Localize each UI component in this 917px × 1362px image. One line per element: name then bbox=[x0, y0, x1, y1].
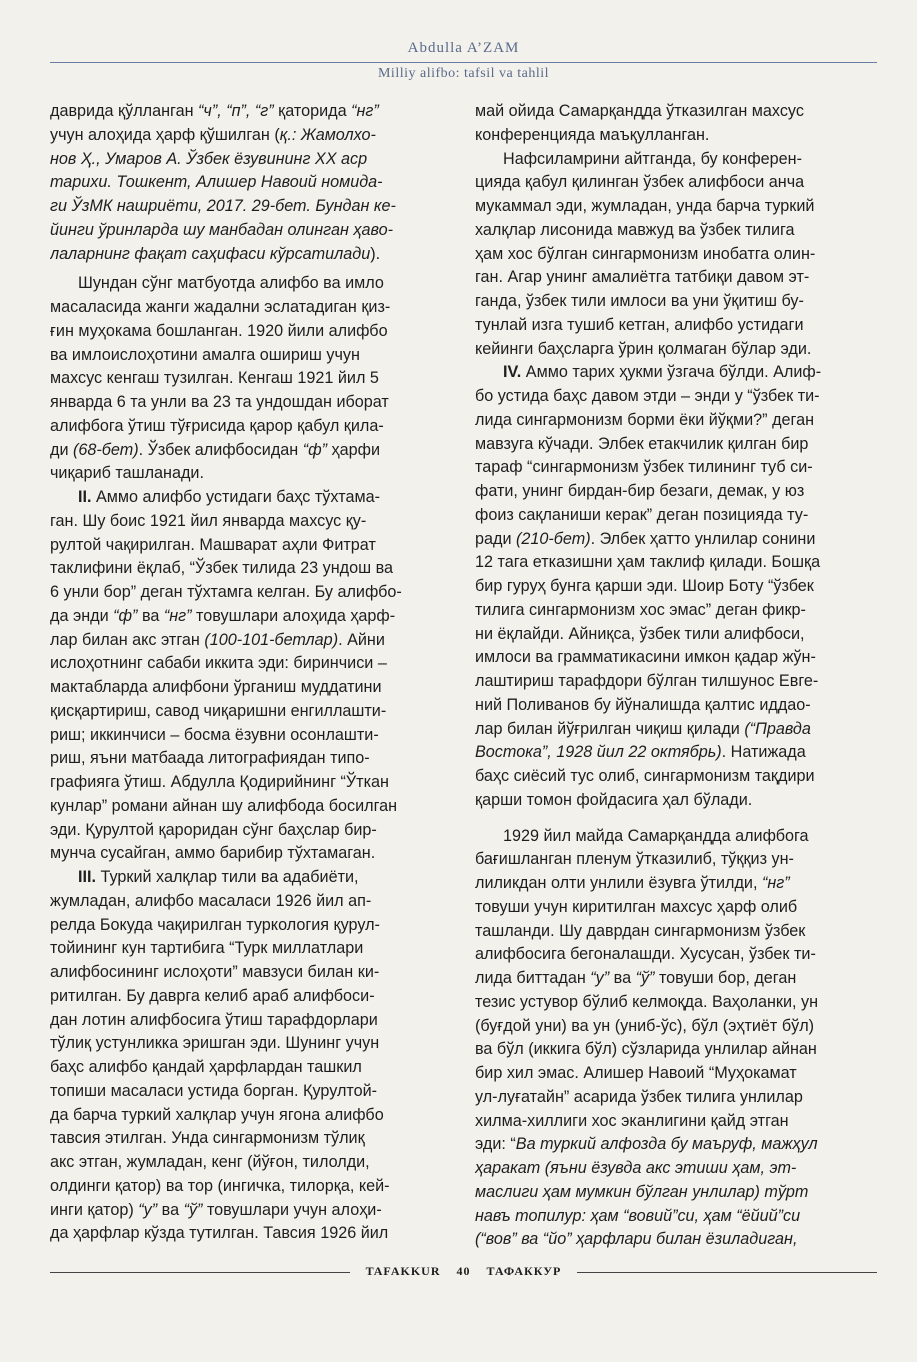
text-line: имлоси ва грамматикасини имкон қадар жўн- bbox=[475, 648, 816, 667]
text-line: бир гуруҳ бунга қарши эди. Шоир Боту “ўзбек bbox=[475, 577, 814, 595]
text-line: олдинги қатор) ва тор (ингичка, тилорқа, кей- bbox=[50, 1176, 390, 1195]
text-line: фати, унинг бирдан-бир безаги, демак, у юз bbox=[475, 482, 805, 500]
text-line: лар билан йўғрилган чиқиш қилади (“Правда bbox=[475, 719, 811, 738]
left-column bbox=[50, 100, 460, 1246]
text-line: лаларнинг фақат саҳифаси кўрсатилади). bbox=[50, 244, 381, 263]
text-line: бағишланган пленум ўтказилиб, тўққиз ун- bbox=[475, 850, 794, 869]
text-line: қарши томон фойдасига ҳал бўлади. bbox=[475, 790, 753, 809]
text-line: IV. Аммо тарих ҳукми ўзгача бўлди. Алиф- bbox=[503, 363, 822, 382]
text-line: (“вов” ва “йо” ҳарфлари билан ёзиладиган, bbox=[475, 1230, 798, 1249]
text-line: Востока”, 1928 йил 22 октябрь). Натижада bbox=[475, 743, 806, 762]
text-line: 1929 йил майда Самарқандда алифбога bbox=[503, 826, 809, 845]
text-line: жумладан, алифбо масаласи 1926 йил ап- bbox=[50, 891, 372, 910]
text-line: ги ЎзМК нашриёти, 2017. 29-бет. Бундан ке- bbox=[50, 197, 396, 215]
text-line: Нафсиламрини айтганда, бу конферен- bbox=[503, 149, 803, 168]
text-line: ва имлоислоҳотини амалга ошириш учун bbox=[50, 345, 360, 364]
text-line: товуши учун киритилган махсус ҳарф олиб bbox=[475, 897, 798, 916]
text-line: графияга ўтиш. Абдулла Қодирийнинг “Ўткан bbox=[50, 773, 389, 791]
text-line: да барча туркий халқлар учун ягона алифбо bbox=[50, 1105, 384, 1124]
right-column bbox=[475, 100, 885, 1252]
text-line: баҳс алифбо қандай ҳарфлардан ташкил bbox=[50, 1058, 362, 1076]
text-line: релда Бокуда чақирилган туркология қурул- bbox=[50, 915, 380, 934]
text-line: Шундан сўнг матбуотда алифбо ва имло bbox=[78, 274, 384, 293]
text-line: бо устида баҳс давом этди – энди у “ўзбек ти- bbox=[475, 387, 820, 405]
text-line: маслиги ҳам мумкин бўлган унлилар) тўрт bbox=[475, 1182, 809, 1201]
text-line: ташланди. Шу даврдан сингармонизм ўзбек bbox=[475, 921, 806, 940]
text-line: 12 тага етказишни ҳам таклиф қилади. Бошқа bbox=[475, 553, 821, 572]
text-line: май ойида Самарқандда ўтказилган махсус bbox=[475, 102, 804, 120]
text-line: йинги ўринларда шу манбадан олинган ҳаво- bbox=[50, 220, 393, 239]
text-line: ва бўл (иккига бўл) сўзларида унлилар айнан bbox=[475, 1040, 817, 1059]
text-line: кунлар” романи айнан шу алифбода босилган bbox=[50, 796, 398, 815]
text-line: 6 унли бор” деган тўхтамга келган. Бу алифбо- bbox=[50, 583, 402, 601]
text-line: хилма-хиллиги хос эканлигини қайд этган bbox=[475, 1111, 789, 1130]
text-line: баҳс сиёсий тус олиб, сингармонизм тақдири bbox=[475, 767, 815, 785]
text-line: учун алоҳида ҳарф қўшилган (қ.: Жамолхо- bbox=[50, 125, 376, 144]
running-head bbox=[50, 38, 877, 83]
text-line: мавзуга кўчади. Элбек етакчилик қилган бир bbox=[475, 434, 809, 453]
text-line: ганда, ўзбек тили имлоси ва уни ўқитиш бу- bbox=[475, 292, 804, 310]
header-author: Abdulla A’ZAM bbox=[407, 40, 520, 56]
text-line: конференцияда маъқулланган. bbox=[475, 125, 710, 144]
footer-center bbox=[50, 1264, 877, 1279]
text-line: тилига сингармонизм хос эмас” деган фикр- bbox=[475, 600, 806, 619]
text-line: январда 6 та унли ва 23 та ундошдан иборат bbox=[50, 393, 389, 411]
text-line: таклифини ёқлаб, “Ўзбек тилида 23 ундош ва bbox=[50, 559, 393, 578]
text-line: ул-луғатайн” асарида ўзбек тилига унлилар bbox=[475, 1087, 803, 1106]
text-line: цияда қабул қилинган ўзбек алифбоси анча bbox=[475, 173, 805, 192]
text-line: топиши масаласи устида борган. Қурултой- bbox=[50, 1081, 378, 1100]
text-line: даврида қўлланган “ч”, “п”, “г” қаторида “нг” bbox=[50, 102, 379, 120]
text-line: ди (68-бет). Ўзбек алифбосидан “ф” ҳарфи bbox=[50, 440, 380, 459]
text-line: мукаммал эди, жумладан, унда барча туркий bbox=[475, 197, 815, 215]
text-line: бир хил эмас. Алишер Навоий “Муҳокамат bbox=[475, 1064, 797, 1082]
text-line: лиликдан олти унлили ёзувга ўтилди, “нг” bbox=[475, 874, 790, 892]
text-line: II. Аммо алифбо устидаги баҳс тўхтама- bbox=[78, 488, 381, 506]
page-number: 40 bbox=[456, 1264, 471, 1278]
text-line: навъ топилур: ҳам “вовий”си, ҳам “ёйий”си bbox=[475, 1206, 801, 1225]
text-line: риш, яъни матбаада литографиядан типо- bbox=[50, 749, 370, 768]
text-line: ний Поливанов бу йўналишда қалтис иддао- bbox=[475, 695, 811, 714]
text-line: инги қатор) “у” ва “ў” товушлари учун алоҳи- bbox=[50, 1200, 382, 1219]
text-line: махсус кенгаш тузилган. Кенгаш 1921 йил 5 bbox=[50, 369, 379, 388]
text-line: ритилган. Бу даврга келиб араб алифбоси- bbox=[50, 986, 375, 1005]
text-line: лаштириш тарафдори бўлган тилшунос Евге- bbox=[475, 672, 819, 690]
text-line: акс этган, жумладан, кенг (йўғон, тилолди, bbox=[50, 1153, 370, 1171]
text-line: эди: “Ва туркий алфозда бу маъруф, мажҳул bbox=[475, 1135, 818, 1154]
text-line: чиқариб ташланади. bbox=[50, 464, 204, 483]
text-line: ҳам хос бўлган сингармонизм инобатга олин- bbox=[475, 244, 816, 263]
text-line: ни ёқлайди. Айниқса, ўзбек тили алифбоси, bbox=[475, 624, 805, 643]
text-line: эди. Қурултой қароридан сўнг баҳслар бир- bbox=[50, 820, 377, 839]
text-line: дан лотин алифбосига ўтиш тарафдорлари bbox=[50, 1010, 378, 1029]
text-line: тунлай изга тушиб кетган, алифбо устидаги bbox=[475, 315, 804, 334]
text-line: ган. Шу боис 1921 йил январда махсус қу- bbox=[50, 511, 367, 530]
text-line: риш; иккинчиси – босма ёзувни осонлашти- bbox=[50, 725, 379, 744]
text-line: III. Туркий халқлар тили ва адабиёти, bbox=[78, 868, 359, 886]
footer-journal-latin: TAFAKKUR bbox=[365, 1264, 441, 1278]
text-line: фоиз сақланиши керак” деган позицияда ту- bbox=[475, 505, 809, 524]
text-line: ҳаракат (яъни ёзувда акс этиши ҳам, эт- bbox=[475, 1159, 797, 1177]
text-line: тўлиқ устунликка эришган эди. Шунинг учун bbox=[50, 1034, 380, 1053]
text-line: да ҳарфлар кўзда тутилган. Тавсия 1926 йил bbox=[50, 1224, 389, 1243]
text-line: тезис устувор бўлиб келмоқда. Ваҳоланки, ун bbox=[475, 992, 819, 1011]
text-line: алифбога ўтиш тўғрисида қарор қабул қила- bbox=[50, 416, 384, 435]
text-line: ради (210-бет). Элбек ҳатто унлилар сонини bbox=[475, 529, 816, 548]
text-line: тойининг кун тартибига “Турк миллатлари bbox=[50, 939, 364, 958]
text-line: лида сингармонизм борми ёки йўқми?” деган bbox=[475, 410, 815, 429]
text-line: тавсия этилган. Унда сингармонизм тўлиқ bbox=[50, 1129, 365, 1148]
text-line: масаласида жанги жадални эслатадиган қиз- bbox=[50, 298, 391, 316]
text-line: алифбосининг ислоҳоти” мавзуси билан ки- bbox=[50, 963, 380, 981]
text-line: алифбосига бегоналашди. Хусусан, ўзбек ти- bbox=[475, 945, 816, 964]
text-line: нов Ҳ., Умаров А. Ўзбек ёзувининг XX аср bbox=[50, 149, 368, 168]
text-line: қисқартириш, савод чиқаришни енгиллашти- bbox=[50, 701, 387, 720]
footer-journal-cyrillic: ТАФАККУР bbox=[486, 1264, 562, 1278]
header-title: Milliy alifbo: tafsil va tahlil bbox=[377, 66, 550, 81]
text-line: лида биттадан “у” ва “ў” товуши бор, деган bbox=[475, 969, 797, 987]
text-line: мунча сусайган, аммо барибир тўхтамаган. bbox=[50, 844, 376, 863]
text-line: халқлар лисонида мавжуд ва ўзбек тилига bbox=[475, 220, 795, 239]
text-line: ган. Агар унинг амалиётга татбиқи давом эт- bbox=[475, 268, 810, 287]
text-line: ислоҳотнинг сабаби иккита эди: биринчиси – bbox=[50, 654, 387, 673]
text-line: тараф “сингармонизм ўзбек тилининг туб си- bbox=[475, 458, 813, 477]
footer bbox=[50, 1263, 877, 1283]
text-line: кейинги баҳсларга ўрин қолмаган бўлар эди. bbox=[475, 339, 812, 358]
text-line: рултой чақирилган. Машварат аҳли Фитрат bbox=[50, 535, 376, 554]
header-rule bbox=[50, 62, 877, 63]
text-line: мактабларда алифбони ўрганиш муддатини bbox=[50, 678, 382, 696]
text-line: (буғдой уни) ва ун (униб-ўс), бўл (эҳтиёт бўл) bbox=[475, 1016, 815, 1035]
text-line: да энди “ф” ва “нг” товушлари алоҳида ҳарф- bbox=[50, 606, 396, 625]
text-line: ғин муҳокама бошланган. 1920 йили алифбо bbox=[50, 321, 388, 340]
text-line: тарихи. Тошкент, Алишер Навоий номида- bbox=[50, 173, 383, 192]
text-line: лар билан акс этган (100-101-бетлар). Айни bbox=[50, 630, 385, 649]
